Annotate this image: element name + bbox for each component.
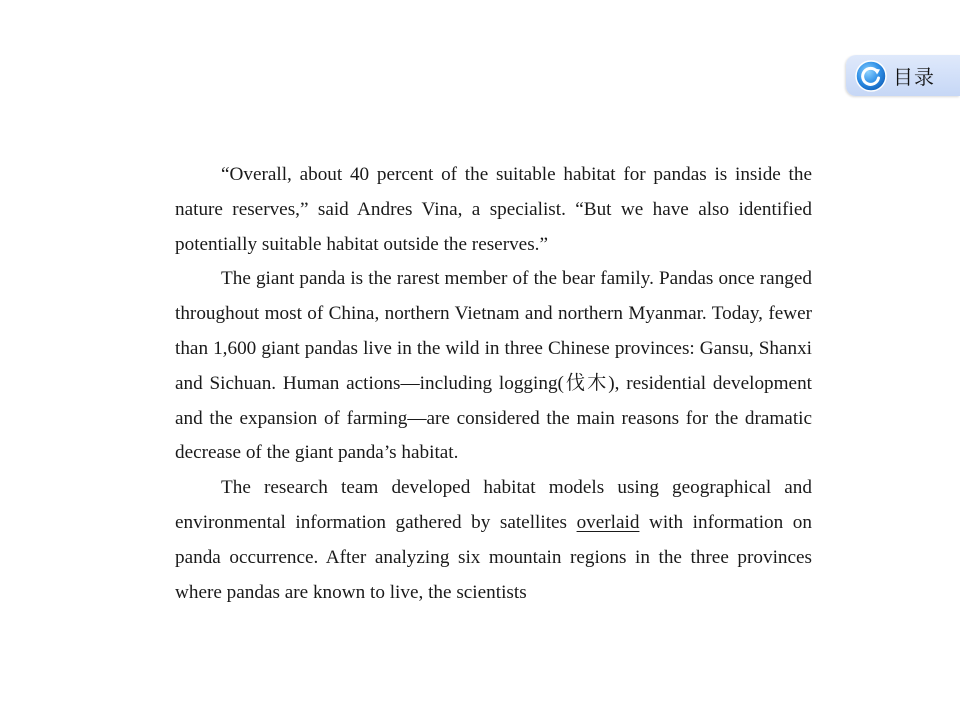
paragraph-text: The research team developed habitat models using geographical and environmental information gathered by satellites (175, 477, 812, 533)
paragraph: The giant panda is the rarest member of the bear family. Pandas once ranged throughout most of China, northern Vietnam and northern Myanmar. Today, fewer than 1,600 giant pandas live in the wild in three Chinese provinces: Gansu, Shanxi and Sichuan. Human actions—including logging(伐木), residential development and the expansion of farming—are considered the main reasons for the dramatic decrease of the giant panda’s habitat. (175, 268, 812, 464)
article-body (175, 158, 812, 610)
paragraph: “Overall, about 40 percent of the suitable habitat for pandas is inside the nature reserves,” said Andres Vina, a specialist. “But we have also identified potentially suitable habitat outside the reserves.” (175, 164, 812, 255)
toc-button[interactable] (846, 55, 960, 96)
paragraph (175, 471, 812, 610)
toc-label: 目录 (893, 65, 935, 89)
underlined-word: overlaid (576, 511, 640, 533)
refresh-circle-icon (855, 60, 887, 92)
paragraph-text: with information on panda occurrence. After analyzing six mountain regions in the three provinces where pandas are known to live, the scientists (175, 511, 812, 603)
